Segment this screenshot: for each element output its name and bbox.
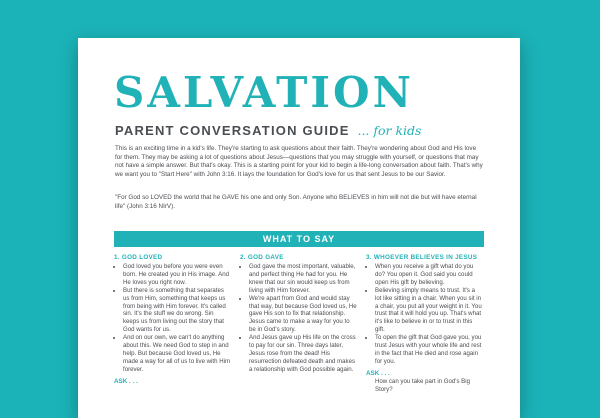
list-item: • And Jesus gave up His life on the cross to pay for our sin. Three days later, Jesus rose from the dead! His resurrection defeated death and makes a relationship with God possible again.	[249, 334, 357, 374]
document-title: SALVATION	[114, 68, 414, 117]
bullet-list	[240, 263, 357, 374]
bible-verse: "For God so LOVED the world that he GAVE his one and only Son. Anyone who BELIEVES in him will not die but will have eternal life" (John 3:16 NIrV).	[115, 194, 477, 210]
list-item: • But there is something that separates us from Him, something that keeps us from being with Him forever. It's called sin. It's the stuff we do wrong. Sin keeps us from living out the story that God wants for us.	[123, 287, 231, 334]
list-item: • God loved you before you were even born. He created you in His image. And He loves you right now.	[123, 263, 231, 287]
list-item: • When you receive a gift what do you do? You open it. God said you could open His gift by believing.	[375, 263, 483, 287]
ask-question: How can you take part in God's Big Story?	[375, 377, 470, 393]
column-heading: 2. GOD GAVE	[240, 254, 284, 261]
ask-label: ASK . . .	[114, 377, 138, 385]
document-subtitle	[115, 123, 421, 138]
column-heading: 1. GOD LOVED	[114, 254, 163, 261]
column-god-gave	[240, 254, 357, 374]
guide-sheet	[78, 38, 520, 418]
list-item: • And on our own, we can't do anything about this. We need God to step in and help. But because God loved us, He made a way for all of us to live with Him forever.	[123, 334, 231, 374]
subtitle-main: PARENT CONVERSATION GUIDE	[115, 123, 350, 138]
ask-label: ASK . . .	[366, 369, 390, 377]
column-whoever-believes	[366, 254, 483, 394]
intro-paragraph: This is an exciting time in a kid's life. They're starting to ask questions about their faith. They're wondering about God and His love for them. They may be asking a lot of questions about Jesus—questions that you may struggle with yourself, or questions that may not have a simple answer. But that's okay. This is a starting point for your kid to begin a life-long conversation about faith. That's why we want you to "Start Here" with John 3:16. It lays the foundation for God's love for us that sent Jesus to be our Savior.	[115, 145, 483, 178]
list-item: • God gave the most important, valuable, and perfect thing He had for you. He knew that our sin would keep us from living with Him forever.	[249, 263, 357, 295]
list-item: • To open the gift that God gave you, you trust Jesus with your whole life and rest in the fact that He died and rose again for you.	[375, 334, 483, 366]
column-god-loved	[114, 254, 231, 386]
list-item: • We're apart from God and would stay that way, but because God loved us, He gave His son to fix that relationship. Jesus came to make a way for you to be in God's story.	[249, 295, 357, 335]
column-heading: 3. WHOEVER BELIEVES IN JESUS	[366, 254, 478, 261]
list-item: • Believing simply means to trust. It's a lot like sitting in a chair. When you sit in a chair, you put all your weight in it. You trust that it will hold you up. That's what it's like to believe in or to trust in this gift.	[375, 287, 483, 334]
what-to-say-banner: WHAT TO SAY	[114, 231, 484, 247]
bullet-list	[114, 263, 231, 374]
subtitle-for-kids: ... for kids	[357, 123, 422, 138]
bullet-list	[366, 263, 483, 366]
